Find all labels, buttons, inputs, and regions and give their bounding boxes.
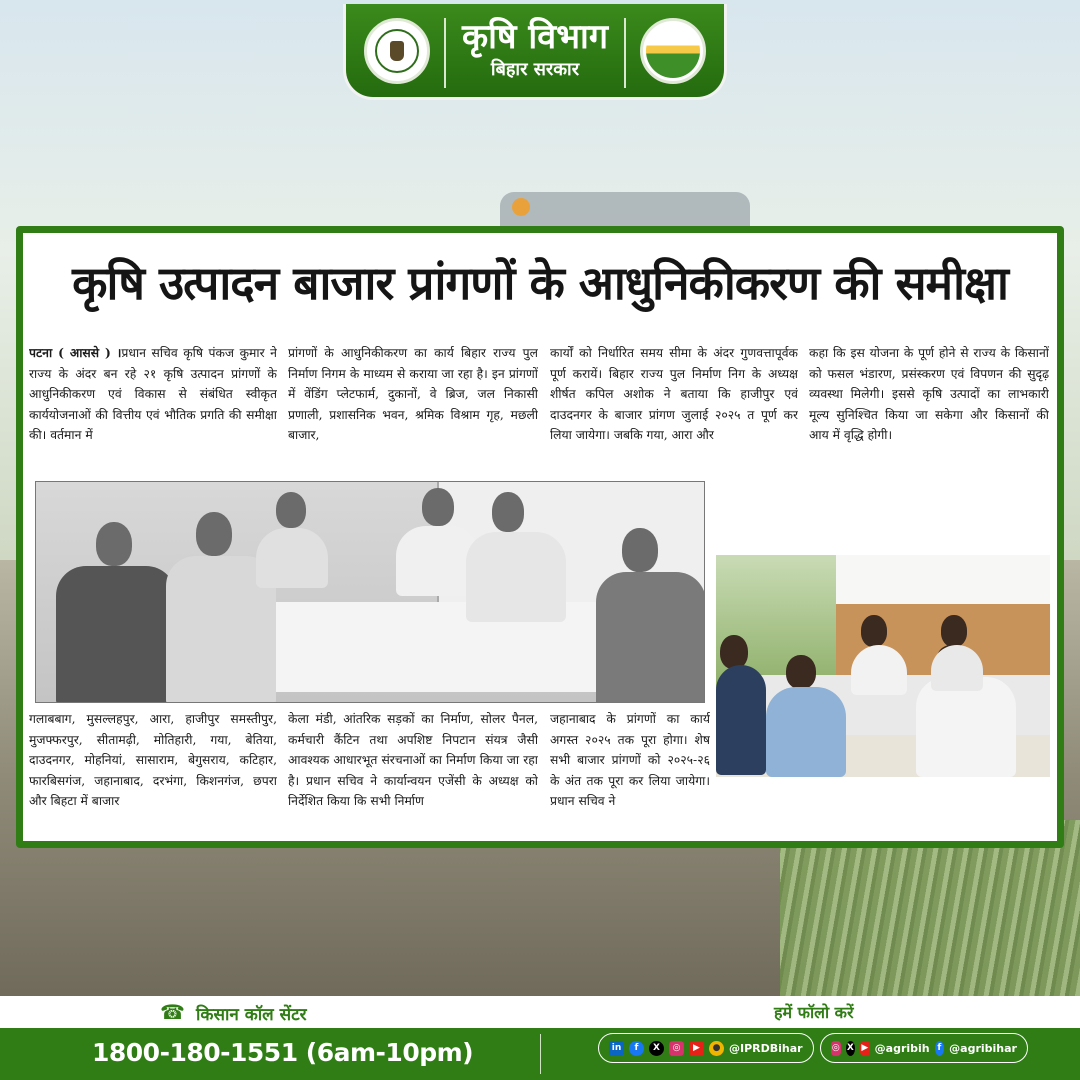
- youtube-icon[interactable]: ▶: [860, 1041, 870, 1056]
- photo-conference-table: [236, 602, 656, 692]
- department-header: [343, 4, 727, 100]
- agriculture-department-logo: [640, 18, 706, 84]
- x-twitter-icon[interactable]: X: [846, 1041, 856, 1056]
- instagram-icon[interactable]: ◎: [831, 1041, 841, 1056]
- koo-icon[interactable]: ●: [709, 1041, 724, 1056]
- agribihar-handle[interactable]: @agribihar: [949, 1041, 1017, 1055]
- article-column-1-text: प्रधान सचिव कृषि पंकज कुमार ने राज्य के अंदर बन रहे २१ कृषि उत्पादन प्रांगणों के आधुनिकीकरण एवं विकास से संबंधित स्वीकृत कार्ययोजनाओं की वित्तीय एवं भौतिक प्रगति की समीक्षा की। वर्तमान में: [29, 346, 277, 442]
- article-column-7: जहानाबाद के प्रांगणों का कार्य अगस्त २०२५ तक पूरा होगा। शेष सभी बाजार प्रांगणों को २०२५-२६ के अंत तक पूरा कर लिया जायेगा। प्रधान सचिव ने: [550, 712, 710, 808]
- meeting-photo-grayscale: [35, 481, 705, 703]
- facebook-icon[interactable]: f: [629, 1041, 644, 1056]
- call-center-text: किसान कॉल सेंटर: [196, 1004, 307, 1025]
- social-links-agri: [820, 1033, 1028, 1063]
- call-center-phone-number[interactable]: 1800-180-1551 (6am-10pm): [92, 1038, 474, 1067]
- iprd-handle[interactable]: @IPRDBihar: [729, 1041, 803, 1055]
- news-clipping-frame: [16, 226, 1064, 848]
- state-emblem-icon: [390, 41, 404, 61]
- header-divider-right: [624, 18, 626, 88]
- article-column-6: केला मंडी, आंतरिक सड़कों का निर्माण, सोलर पैनल, कर्मचारी कैंटिन तथा अपशिष्ट निपटान संयत्र जैसी आवश्यक आधारभूत संरचनाओं का निर्माण किया जा रहा है। प्रधान सचिव ने कार्यान्वयन एजेंसी के अध्यक्ष को निर्देशित किया कि सभी निर्माण: [288, 712, 538, 808]
- farm-field-logo-icon: [646, 24, 700, 78]
- department-title: कृषि विभाग: [462, 16, 608, 57]
- article-headline: कृषि उत्पादन बाजार प्रांगणों के आधुनिकीकरण की समीक्षा: [72, 256, 1008, 310]
- call-center-label: [160, 1000, 307, 1026]
- agribih-handle[interactable]: @agribih: [874, 1041, 930, 1055]
- article-column-1: [29, 343, 277, 471]
- news-clipping: [23, 233, 1057, 841]
- youtube-icon[interactable]: ▶: [689, 1041, 704, 1056]
- article-column-2: प्रांगणों के आधुनिकीकरण का कार्य बिहार राज्य पुल निर्माण निगम के माध्यम से कराया जा रहा है। इन प्रांगणों में वेंडिंग प्लेटफार्म, दुकानों, वे ब्रिज, जल निकासी प्रणाली, प्रशासनिक भवन, श्रमिक विश्राम गृह, मछली बाजार,: [288, 346, 538, 442]
- facebook-icon[interactable]: f: [935, 1041, 945, 1056]
- social-links-iprd: [598, 1033, 814, 1063]
- x-twitter-icon[interactable]: X: [649, 1041, 664, 1056]
- government-subtitle: बिहार सरकार: [490, 58, 580, 80]
- meeting-photo-color: [716, 555, 1050, 777]
- header-divider-left: [444, 18, 446, 88]
- phone-icon: [160, 1002, 182, 1024]
- linkedin-icon[interactable]: in: [609, 1041, 624, 1056]
- article-column-3: कार्यों को निर्धारित समय सीमा के अंदर गुणवत्तापूर्वक पूर्ण करायें। बिहार राज्य पुल निर्माण निग के अध्यक्ष शीर्षत कपिल अशोक ने बताया कि हाजीपुर एवं दाउदनगर के बाजार प्रांगण जुलाई २०२५ त पूर्ण कर लिया जायेगा। जबकि गया, आरा और: [550, 346, 798, 442]
- instagram-icon[interactable]: ◎: [669, 1041, 684, 1056]
- follow-us-label: हमें फॉलो करें: [774, 1003, 854, 1022]
- article-column-5: गलाबबाग, मुसल्लहपुर, आरा, हाजीपुर समस्तीपुर, मुजफ्फरपुर, सीतामढ़ी, मोतिहारी, गया, बेतिया, दाउदनगर, मोहनियां, सासाराम, बेगुसराय, कटिहार, फारबिसगंज, जहानाबाद, दरभंगा, किशनगंज, छपरा और बिहटा में बाजार: [29, 712, 277, 808]
- footer-divider: [540, 1034, 541, 1074]
- article-column-4: कहा कि इस योजना के पूर्ण होने से राज्य के किसानों को फसल भंडारण, प्रसंस्करण एवं विपणन की सुदृढ़ व्यवस्था मिलेगी। इससे कृषि उत्पादों का लाभकारी मूल्य सुनिश्चित किया जा सकेगा और किसानों की आय में वृद्धि होगी।: [809, 346, 1049, 442]
- article-dateline: पटना ( आससे ) ।: [29, 345, 122, 360]
- tractor-beacon-light: [512, 198, 530, 216]
- department-seal-logo: [364, 18, 430, 84]
